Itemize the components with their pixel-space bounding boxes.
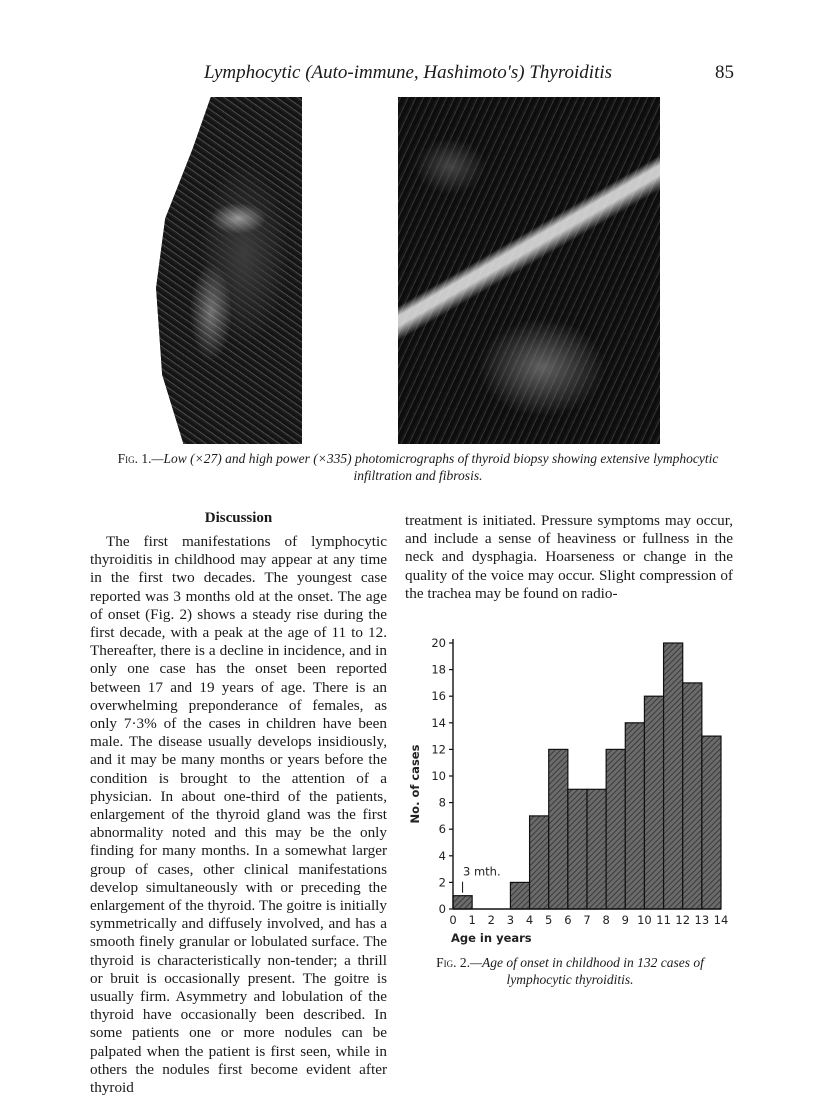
chart-svg — [405, 628, 735, 958]
x-tick-label-12: 12 — [675, 913, 691, 927]
figure-2-text: —Age of onset in childhood in 132 cases of lymphocytic thyroiditis. — [469, 955, 704, 987]
bar-7 — [587, 789, 606, 909]
y-tick-label-18: 18 — [431, 662, 446, 677]
y-tick-label-0: 0 — [438, 902, 446, 916]
x-tick-label-5: 5 — [545, 913, 553, 927]
age-of-onset-chart — [405, 628, 735, 958]
y-tick-label-14: 14 — [431, 715, 446, 730]
figure-1-caption — [98, 450, 738, 484]
annotation-3-months: 3 mth. — [463, 864, 501, 879]
y-tick-label-16: 16 — [431, 689, 446, 704]
running-title: Lymphocytic (Auto-immune, Hashimoto's) Thyroiditis — [203, 62, 613, 83]
bar-13 — [702, 736, 721, 909]
bar-9 — [625, 723, 644, 909]
page-number: 85 — [715, 62, 734, 83]
x-tick-label-6: 6 — [564, 913, 572, 927]
y-tick-label-12: 12 — [431, 742, 446, 757]
x-tick-label-14: 14 — [713, 913, 729, 927]
left-column — [90, 510, 387, 1097]
figure-1-label: Fig. 1. — [117, 451, 152, 466]
bar-12 — [683, 683, 702, 909]
figure-1-text: —Low (×27) and high power (×335) photomicrographs of thyroid biopsy showing extensive lymphocytic infiltration and fibrosis. — [151, 451, 719, 483]
bar-8 — [606, 749, 625, 909]
y-tick-label-2: 2 — [438, 875, 446, 890]
bar-6 — [568, 789, 587, 909]
x-tick-label-2: 2 — [487, 913, 495, 927]
y-tick-label-20: 20 — [431, 636, 446, 650]
x-tick-label-9: 9 — [621, 913, 629, 927]
bar-4 — [530, 816, 549, 909]
section-title-discussion: Discussion — [204, 510, 273, 526]
bar-11 — [664, 643, 683, 909]
x-tick-label-13: 13 — [694, 913, 710, 927]
figure-2-caption — [405, 954, 735, 988]
x-tick-label-7: 7 — [583, 913, 591, 927]
y-tick-label-8: 8 — [438, 795, 446, 810]
figure-2-label: Fig. 2. — [436, 955, 470, 970]
discussion-continuation: treatment is initiated. Pressure symptoms may occur, and include a sense of heaviness or fullness in the neck and dysphagia. Hoarseness or change in the quality of the voice may occur. Slight compression of the trachea may be found on radio- — [405, 512, 733, 602]
x-tick-label-10: 10 — [637, 913, 652, 927]
x-tick-label-8: 8 — [602, 913, 610, 927]
x-tick-label-0: 0 — [449, 913, 457, 927]
x-tick-label-1: 1 — [468, 913, 476, 927]
y-tick-label-10: 10 — [431, 769, 446, 783]
discussion-paragraph: The first manifestations of lymphocytic thyroiditis in childhood may appear at any time in the first two decades. The youngest case reported was 3 months old at the onset. The age of onset (Fig. 2) shows a steady rise during the first decade, with a peak at the age of 11 to 12. Thereafter, there is a decline in incidence, and in only one case has the onset been reported between 17 and 19 years of age. There is an overwhelming preponderance of females, as only 7·3% of the cases in children have been male. The disease usually develops insidiously, and it may be many months or years before the condition is brought to the attention of a physician. In about one-third of the patients, enlargement of the thyroid gland was the first abnormality noted and this may be the only finding for many months. In a somewhat larger group of cases, other clinical manifestations develop simultaneously with or preceding the enlargement of the thyroid. The goitre is initially symmetrically and diffusely involved, and has a smooth finely granular or lobulated surface. The thyroid is characteristically non-tender; a thrill or bruit is occasionally present. The goitre is usually firm. Asymmetry and lobulation of the thyroid have occasionally been described. In some patients one or more nodules can be palpated when the patient is first seen, while in others the nodules first become evident after thyroid — [90, 533, 387, 1097]
bar-5 — [549, 749, 568, 909]
right-column — [405, 512, 733, 603]
y-axis-label: No. of cases — [408, 744, 422, 824]
x-tick-label-3: 3 — [506, 913, 515, 927]
bar-3 — [510, 882, 529, 909]
bar-0 — [453, 896, 472, 909]
x-tick-label-4: 4 — [525, 913, 534, 927]
y-tick-label-4: 4 — [438, 848, 446, 863]
y-tick-label-6: 6 — [438, 822, 446, 837]
low-power-photomicrograph — [150, 97, 302, 444]
bar-10 — [644, 696, 663, 909]
x-tick-label-11: 11 — [656, 913, 671, 927]
running-head — [0, 62, 816, 88]
high-power-photomicrograph — [398, 97, 660, 444]
x-axis-label: Age in years — [451, 931, 532, 945]
